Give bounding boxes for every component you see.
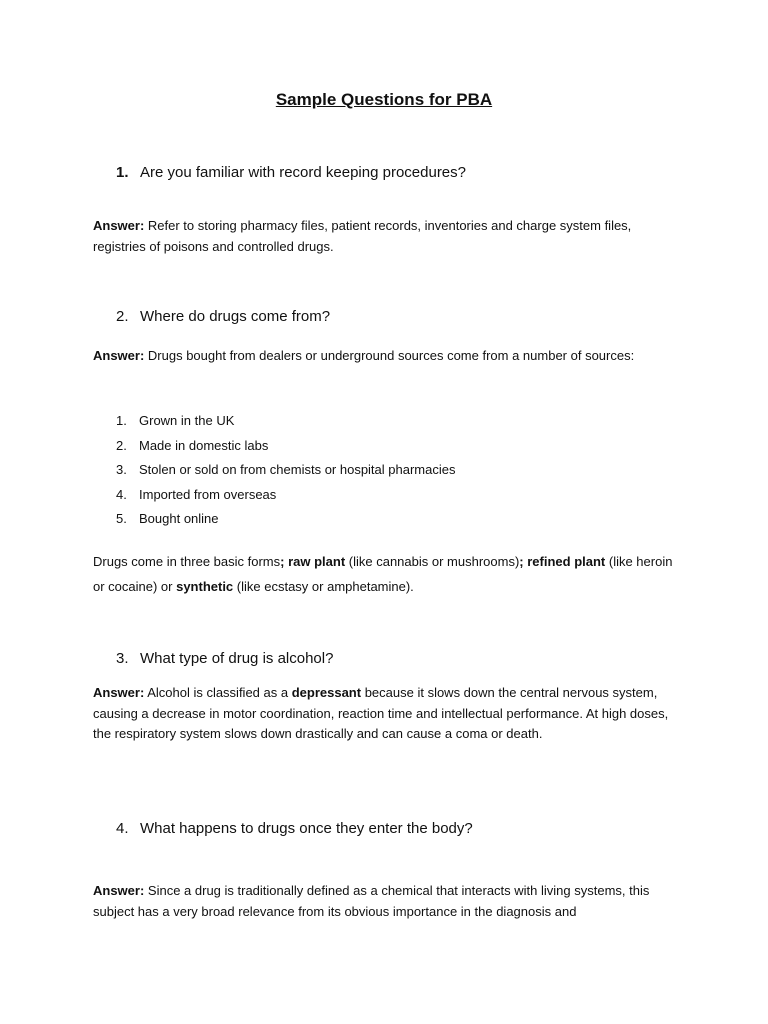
question-2 xyxy=(116,308,330,325)
refined-plant-term: refined plant xyxy=(527,554,606,569)
question-3 xyxy=(116,650,333,667)
list-item: 2. Made in domestic labs xyxy=(116,437,269,453)
list-item: 3. Stolen or sold on from chemists or hospital pharmacies xyxy=(116,462,456,477)
question-1-number: 1. xyxy=(116,164,129,181)
drug-sources-list xyxy=(116,409,455,532)
depressant-term: depressant xyxy=(291,685,362,700)
answer-1-text: Refer to storing pharmacy files, patient records, inventories and charge system files, registries of poisons and controlled drugs. xyxy=(93,218,632,254)
answer-1-label: Answer: xyxy=(93,218,145,233)
question-1 xyxy=(116,164,466,181)
question-4-number: 4. xyxy=(116,820,129,837)
answer-3: Answer: Alcohol is classified as a depressant because it slows down the central nervous system, causing a decrease in motor coordination, reaction time and intellectual performance. At high doses, the respiratory system slows down drastically and can cause a coma or death. xyxy=(93,685,669,741)
answer-3-label: Answer: xyxy=(93,685,145,700)
question-4 xyxy=(116,820,473,837)
answer-1 xyxy=(93,216,678,257)
question-3-number: 3. xyxy=(116,650,129,667)
answer-4-text: Since a drug is traditionally defined as a chemical that interacts with living systems, this subject has a very broad relevance from its obvious importance in the diagnosis and xyxy=(93,883,650,919)
list-item: 4. Imported from overseas xyxy=(116,486,277,502)
answer-2-label: Answer: xyxy=(93,348,145,363)
list-item: 1. Grown in the UK xyxy=(116,413,235,428)
question-2-text: Where do drugs come from? xyxy=(140,308,331,325)
list-item: 5. Bought online xyxy=(116,511,219,526)
question-2-number: 2. xyxy=(116,308,129,325)
synthetic-term: synthetic xyxy=(176,579,234,594)
answer-4-label: Answer: xyxy=(93,883,145,898)
answer-2-text: Drugs bought from dealers or underground sources come from a number of sources: xyxy=(144,348,635,363)
drug-forms-paragraph: Drugs come in three basic forms; raw plant (like cannabis or mushrooms); refined plant (like heroin or cocaine) or synthetic (like ecstasy or amphetamine). xyxy=(93,554,673,594)
document-title: Sample Questions for PBA xyxy=(275,90,493,109)
question-3-text: What type of drug is alcohol? xyxy=(140,650,334,667)
question-4-text: What happens to drugs once they enter the body? xyxy=(140,820,473,837)
raw-plant-term: raw plant xyxy=(288,554,346,569)
question-1-text: Are you familiar with record keeping procedures? xyxy=(140,164,466,181)
answer-2 xyxy=(93,343,678,368)
answer-4 xyxy=(93,881,678,922)
